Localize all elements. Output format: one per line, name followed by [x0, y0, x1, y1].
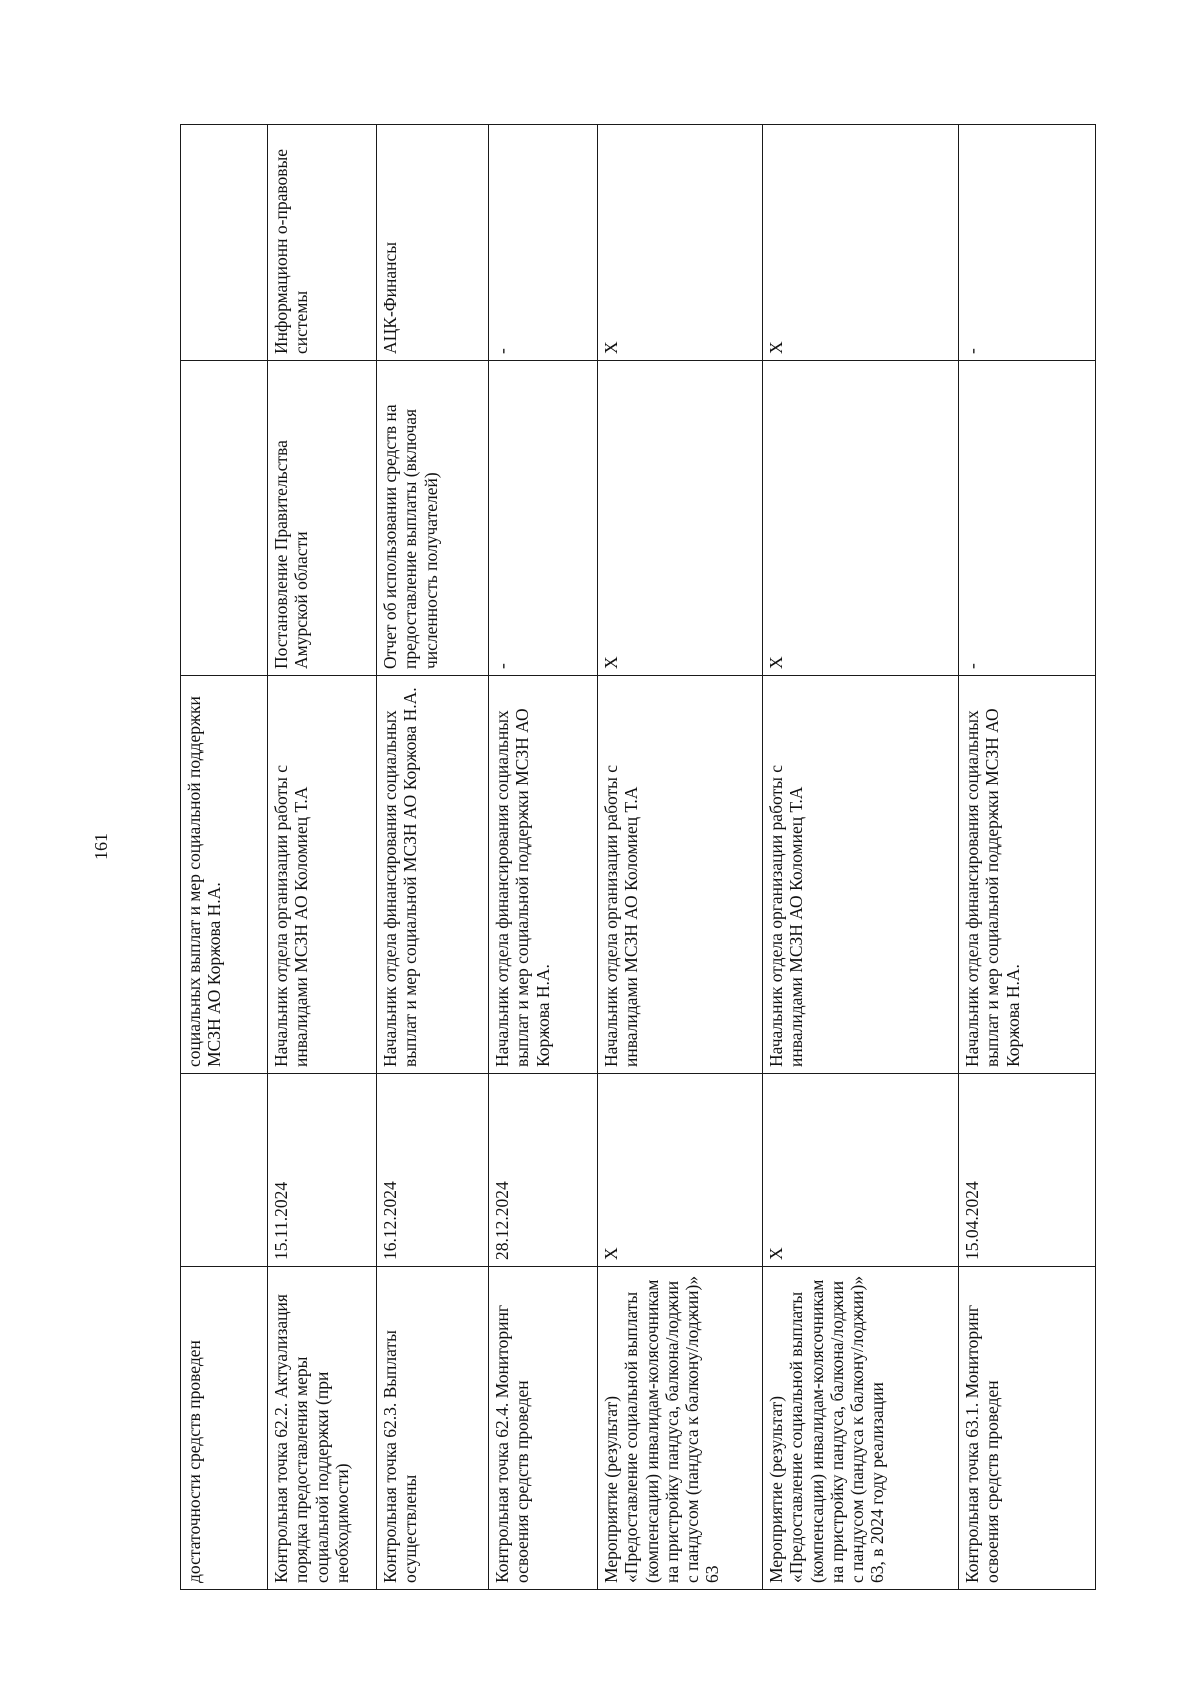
document-cell: X — [598, 361, 763, 676]
info-system-cell: X — [598, 125, 763, 361]
document-cell: Отчет об использовании средств на предоставление выплаты (включая численность получателей) — [377, 361, 489, 676]
deadline-cell: 15.11.2024 — [268, 1074, 377, 1267]
table-row — [268, 125, 377, 1590]
table-row — [377, 125, 489, 1590]
document-cell: - — [959, 361, 1096, 676]
deadline-cell: X — [598, 1074, 763, 1267]
responsible-cell: Начальник отдела финансирования социальных выплат и мер социальной МСЗН АО Коржова Н.А. — [377, 676, 489, 1074]
responsible-cell: Начальник отдела организации работы с инвалидами МСЗН АО Коломиец Т.А — [268, 676, 377, 1074]
table-row — [598, 125, 763, 1590]
table-row — [489, 125, 598, 1590]
event-name-cell: Контрольная точка 62.4. Мониторинг освоения средств проведен — [489, 1267, 598, 1590]
event-name-cell: Контрольная точка 63.1. Мониторинг освоения средств проведен — [959, 1267, 1096, 1590]
event-name-cell: достаточности средств проведен — [181, 1267, 268, 1590]
deadline-cell: 15.04.2024 — [959, 1074, 1096, 1267]
event-name-cell: Контрольная точка 62.2. Актуализация порядка предоставления меры социальной поддержки (при необходимости) — [268, 1267, 377, 1590]
info-system-cell: АЦК-Финансы — [377, 125, 489, 361]
document-cell: - — [489, 361, 598, 676]
event-name-cell: Контрольная точка 62.3. Выплаты осуществлены — [377, 1267, 489, 1590]
responsible-cell: Начальник отдела финансирования социальных выплат и мер социальной поддержки МСЗН АО Коржова Н.А. — [489, 676, 598, 1074]
plan-table — [180, 124, 1096, 1590]
responsible-cell: Начальник отдела финансирования социальных выплат и мер социальной поддержки МСЗН АО Коржова Н.А. — [959, 676, 1096, 1074]
info-system-cell: Информационн о-правовые системы — [268, 125, 377, 361]
info-system-cell — [181, 125, 268, 361]
responsible-cell: социальных выплат и мер социальной поддержки МСЗН АО Коржова Н.А. — [181, 676, 268, 1074]
info-system-cell: - — [959, 125, 1096, 361]
deadline-cell: X — [763, 1074, 959, 1267]
event-name-cell: Мероприятие (результат) «Предоставление социальной выплаты (компенсации) инвалидам-колясочникам на пристройку пандуса, балкона/лоджии с пандусом (пандуса к балкону/лоджии)» 63, в 2024 году реализации — [763, 1267, 959, 1590]
rotated-table-wrapper — [180, 125, 1095, 1590]
page-number: 161 — [91, 833, 111, 860]
document-cell: X — [763, 361, 959, 676]
table-row — [959, 125, 1096, 1590]
responsible-cell: Начальник отдела организации работы с инвалидами МСЗН АО Коломиец Т.А — [763, 676, 959, 1074]
table-row — [181, 125, 268, 1590]
responsible-cell: Начальник отдела организации работы с инвалидами МСЗН АО Коломиец Т.А — [598, 676, 763, 1074]
document-cell — [181, 361, 268, 676]
event-name-cell: Мероприятие (результат) «Предоставление социальной выплаты (компенсации) инвалидам-колясочникам на пристройку пандуса, балкона/лоджии с пандусом (пандуса к балкону/лоджии)» 63 — [598, 1267, 763, 1590]
deadline-cell — [181, 1074, 268, 1267]
table-row — [763, 125, 959, 1590]
deadline-cell: 28.12.2024 — [489, 1074, 598, 1267]
deadline-cell: 16.12.2024 — [377, 1074, 489, 1267]
document-cell: Постановление Правительства Амурской области — [268, 361, 377, 676]
info-system-cell: X — [763, 125, 959, 361]
info-system-cell: - — [489, 125, 598, 361]
